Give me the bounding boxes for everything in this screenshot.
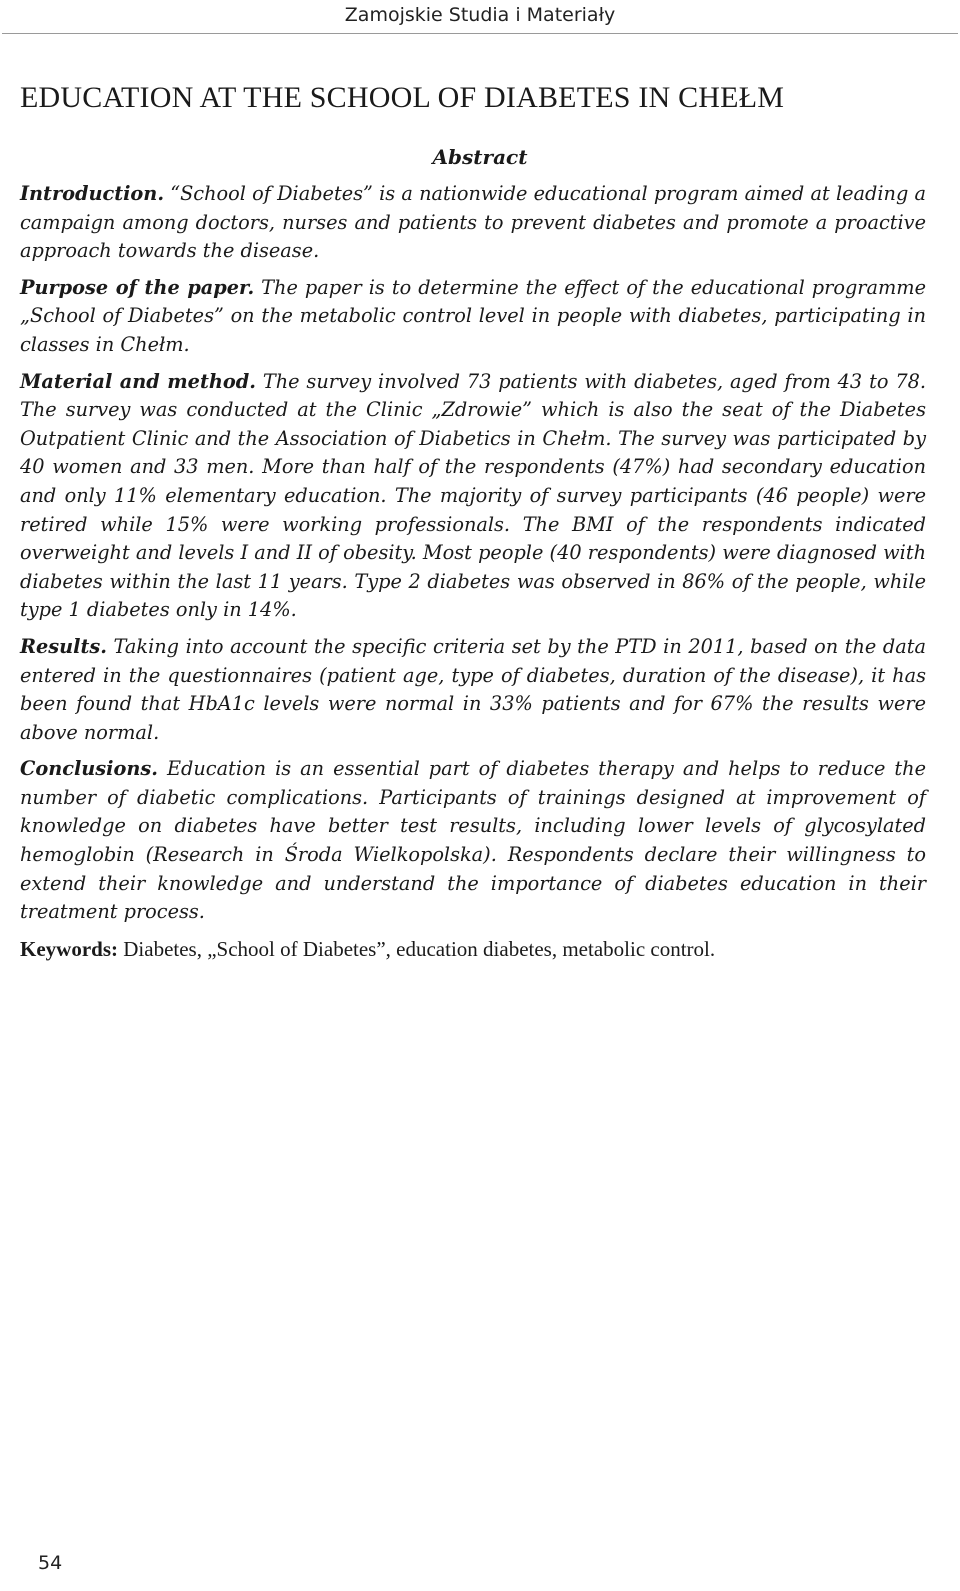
purpose-paragraph — [20, 274, 926, 360]
running-header: Zamojskie Studia i Materiały — [344, 4, 616, 26]
results-paragraph — [20, 633, 926, 747]
results-label: Results. — [20, 634, 107, 658]
method-label: Material and method. — [20, 369, 256, 393]
header-divider — [2, 33, 958, 34]
method-paragraph — [20, 368, 926, 625]
purpose-label: Purpose of the paper. — [20, 275, 255, 299]
article-title: EDUCATION AT THE SCHOOL OF DIABETES IN CHEŁM — [20, 81, 785, 114]
introduction-paragraph — [20, 180, 926, 266]
introduction-text: “School of Diabetes” is a nationwide educational program aimed at leading a campaign among doctors, nurses and patients to prevent diabetes and promote a proactive approach towards the disease. — [20, 182, 926, 263]
results-text: Taking into account the specific criteria set by the PTD in 2011, based on the data entered in the questionnaires (patient age, type of diabetes, duration of the disease), it has been found that HbA1c levels were normal in 33% patients and for 67% the results were above normal. — [20, 634, 926, 744]
keywords-label: Keywords: — [20, 936, 118, 961]
conclusions-label: Conclusions. — [20, 757, 158, 781]
conclusions-text: Education is an essential part of diabetes therapy and helps to reduce the number of diabetic complications. Participants of trainings designed at improvement of knowledge on diabetes have better test results, including lower levels of glycosylated hemoglobin (Research in Środa Wielkopolska). Respondents declare their willingness to extend their knowledge and understand the importance of diabetes education in their treatment process. — [20, 757, 926, 924]
page-number: 54 — [38, 1552, 63, 1574]
conclusions-paragraph — [20, 755, 926, 927]
abstract-body — [20, 180, 926, 971]
purpose-text: The paper is to determine the effect of the educational programme „School of Diabetes” on the metabolic control level in people with diabetes, participating in classes in Chełm. — [20, 275, 926, 356]
keywords-text: Diabetes, „School of Diabetes”, education diabetes, metabolic control. — [118, 936, 716, 961]
abstract-heading: Abstract — [432, 145, 528, 169]
keywords-paragraph — [20, 935, 926, 963]
introduction-label: Introduction. — [20, 182, 165, 205]
method-text: The survey involved 73 patients with diabetes, aged from 43 to 78. The survey was conducted at the Clinic „Zdrowie” which is also the seat of the Diabetes Outpatient Clinic and the Association of Diabetics in Chełm. The survey was participated by 40 women and 33 men. More than half of the respondents (47%) had secondary education and only 11% elementary education. The majority of survey participants (46 people) were retired while 15% were working professionals. The BMI of the respondents indicated overweight and levels I and II of obesity. Most people (40 respondents) were diagnosed with diabetes within the last 11 years. Type 2 diabetes was observed in 86% of the people, while type 1 diabetes only in 14%. — [20, 369, 926, 622]
